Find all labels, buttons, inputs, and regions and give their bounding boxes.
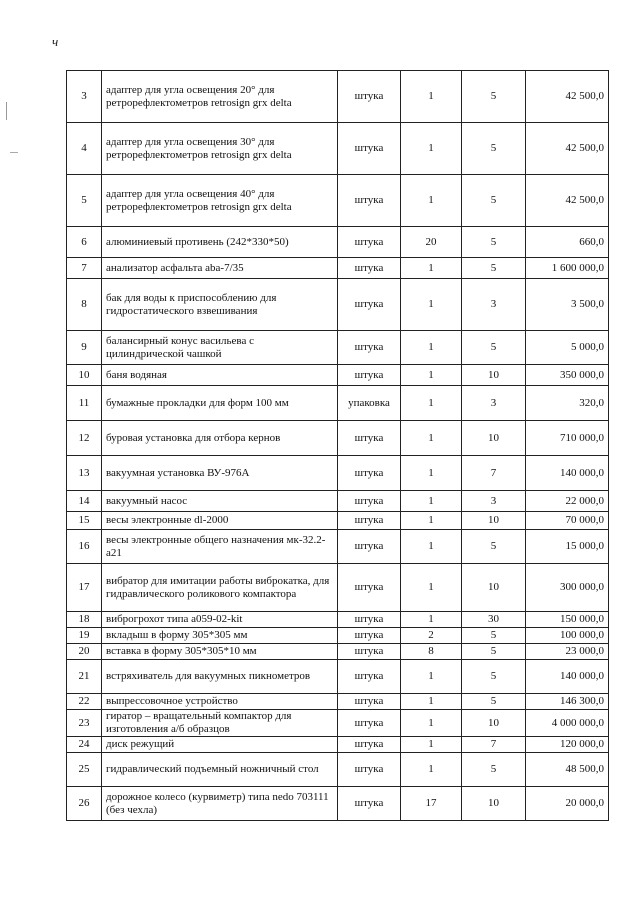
row-number: 7 bbox=[67, 258, 102, 279]
item-price: 660,0 bbox=[526, 227, 609, 258]
item-unit: штука bbox=[338, 694, 401, 710]
item-price: 120 000,0 bbox=[526, 737, 609, 753]
item-unit: штука bbox=[338, 644, 401, 660]
table-row bbox=[67, 512, 609, 530]
equipment-table bbox=[66, 70, 609, 821]
item-name: вакуумный насос bbox=[102, 491, 338, 512]
item-unit: штука bbox=[338, 628, 401, 644]
item-unit: штука bbox=[338, 175, 401, 227]
item-service-years: 5 bbox=[462, 123, 526, 175]
table-row bbox=[67, 644, 609, 660]
item-name: виброгрохот типа а059-02-kit bbox=[102, 612, 338, 628]
table-row bbox=[67, 175, 609, 227]
row-number: 26 bbox=[67, 787, 102, 821]
item-quantity: 1 bbox=[401, 710, 462, 737]
item-service-years: 3 bbox=[462, 279, 526, 331]
item-name: вакуумная установка ВУ-976А bbox=[102, 456, 338, 491]
item-unit: штука bbox=[338, 71, 401, 123]
item-service-years: 10 bbox=[462, 512, 526, 530]
row-number: 11 bbox=[67, 386, 102, 421]
item-service-years: 5 bbox=[462, 628, 526, 644]
row-number: 16 bbox=[67, 530, 102, 564]
item-price: 350 000,0 bbox=[526, 365, 609, 386]
item-price: 42 500,0 bbox=[526, 175, 609, 227]
item-quantity: 1 bbox=[401, 456, 462, 491]
table-row bbox=[67, 123, 609, 175]
item-price: 23 000,0 bbox=[526, 644, 609, 660]
table-row bbox=[67, 628, 609, 644]
row-number: 4 bbox=[67, 123, 102, 175]
row-number: 15 bbox=[67, 512, 102, 530]
item-name: адаптер для угла освещения 30° для ретрорефлектометров retrosign grx delta bbox=[102, 123, 338, 175]
item-price: 15 000,0 bbox=[526, 530, 609, 564]
item-name: гидравлический подъемный ножничный стол bbox=[102, 753, 338, 787]
table-row bbox=[67, 753, 609, 787]
item-price: 42 500,0 bbox=[526, 71, 609, 123]
item-service-years: 5 bbox=[462, 258, 526, 279]
item-name: адаптер для угла освещения 40° для ретрорефлектометров retrosign grx delta bbox=[102, 175, 338, 227]
item-quantity: 17 bbox=[401, 787, 462, 821]
item-quantity: 1 bbox=[401, 694, 462, 710]
item-name: выпрессовочное устройство bbox=[102, 694, 338, 710]
item-unit: штука bbox=[338, 331, 401, 365]
table-row bbox=[67, 386, 609, 421]
row-number: 25 bbox=[67, 753, 102, 787]
item-name: вибратор для имитации работы виброкатка, для гидравлического роликового компактора bbox=[102, 564, 338, 612]
item-service-years: 3 bbox=[462, 491, 526, 512]
item-unit: штука bbox=[338, 279, 401, 331]
item-service-years: 5 bbox=[462, 71, 526, 123]
item-unit: штука bbox=[338, 512, 401, 530]
item-unit: штука bbox=[338, 491, 401, 512]
item-quantity: 20 bbox=[401, 227, 462, 258]
item-service-years: 5 bbox=[462, 660, 526, 694]
item-unit: штука bbox=[338, 123, 401, 175]
row-number: 24 bbox=[67, 737, 102, 753]
row-number: 8 bbox=[67, 279, 102, 331]
table-row bbox=[67, 279, 609, 331]
item-name: встряхиватель для вакуумных пикнометров bbox=[102, 660, 338, 694]
table-row bbox=[67, 227, 609, 258]
row-number: 12 bbox=[67, 421, 102, 456]
item-service-years: 3 bbox=[462, 386, 526, 421]
margin-mark bbox=[10, 152, 18, 153]
item-quantity: 8 bbox=[401, 644, 462, 660]
row-number: 21 bbox=[67, 660, 102, 694]
item-service-years: 5 bbox=[462, 753, 526, 787]
row-number: 18 bbox=[67, 612, 102, 628]
item-price: 4 000 000,0 bbox=[526, 710, 609, 737]
item-price: 48 500,0 bbox=[526, 753, 609, 787]
table-row bbox=[67, 530, 609, 564]
table-row bbox=[67, 71, 609, 123]
item-unit: штука bbox=[338, 564, 401, 612]
item-unit: штука bbox=[338, 258, 401, 279]
item-price: 70 000,0 bbox=[526, 512, 609, 530]
row-number: 22 bbox=[67, 694, 102, 710]
item-price: 20 000,0 bbox=[526, 787, 609, 821]
row-number: 6 bbox=[67, 227, 102, 258]
item-name: весы электронные общего назначения мк-32.2-а21 bbox=[102, 530, 338, 564]
item-unit: штука bbox=[338, 227, 401, 258]
table-row bbox=[67, 710, 609, 737]
item-price: 710 000,0 bbox=[526, 421, 609, 456]
item-quantity: 1 bbox=[401, 365, 462, 386]
item-price: 150 000,0 bbox=[526, 612, 609, 628]
item-quantity: 2 bbox=[401, 628, 462, 644]
item-quantity: 1 bbox=[401, 386, 462, 421]
item-unit: штука bbox=[338, 365, 401, 386]
margin-mark bbox=[6, 102, 7, 120]
item-unit: штука bbox=[338, 456, 401, 491]
item-price: 146 300,0 bbox=[526, 694, 609, 710]
item-name: адаптер для угла освещения 20° для ретрорефлектометров retrosign grx delta bbox=[102, 71, 338, 123]
item-service-years: 10 bbox=[462, 365, 526, 386]
item-price: 3 500,0 bbox=[526, 279, 609, 331]
item-name: буровая установка для отбора кернов bbox=[102, 421, 338, 456]
item-unit: штука bbox=[338, 530, 401, 564]
item-price: 42 500,0 bbox=[526, 123, 609, 175]
item-quantity: 1 bbox=[401, 71, 462, 123]
item-unit: штука bbox=[338, 737, 401, 753]
item-name: бак для воды к приспособлению для гидростатического взвешивания bbox=[102, 279, 338, 331]
item-price: 5 000,0 bbox=[526, 331, 609, 365]
item-price: 140 000,0 bbox=[526, 660, 609, 694]
row-number: 13 bbox=[67, 456, 102, 491]
item-name: баня водяная bbox=[102, 365, 338, 386]
row-number: 23 bbox=[67, 710, 102, 737]
item-name: диск режущий bbox=[102, 737, 338, 753]
item-service-years: 5 bbox=[462, 227, 526, 258]
item-service-years: 5 bbox=[462, 331, 526, 365]
item-price: 100 000,0 bbox=[526, 628, 609, 644]
item-price: 300 000,0 bbox=[526, 564, 609, 612]
item-price: 320,0 bbox=[526, 386, 609, 421]
item-quantity: 1 bbox=[401, 612, 462, 628]
row-number: 17 bbox=[67, 564, 102, 612]
item-price: 140 000,0 bbox=[526, 456, 609, 491]
item-name: дорожное колесо (курвиметр) типа nedo 703111 (без чехла) bbox=[102, 787, 338, 821]
table-row bbox=[67, 612, 609, 628]
table-row bbox=[67, 365, 609, 386]
item-name: вставка в форму 305*305*10 мм bbox=[102, 644, 338, 660]
item-service-years: 5 bbox=[462, 644, 526, 660]
table-row bbox=[67, 331, 609, 365]
table-row bbox=[67, 564, 609, 612]
item-unit: штука bbox=[338, 710, 401, 737]
item-service-years: 10 bbox=[462, 564, 526, 612]
corner-handwritten-mark: ч bbox=[52, 34, 59, 49]
item-quantity: 1 bbox=[401, 123, 462, 175]
item-quantity: 1 bbox=[401, 512, 462, 530]
row-number: 3 bbox=[67, 71, 102, 123]
table-row bbox=[67, 787, 609, 821]
item-service-years: 30 bbox=[462, 612, 526, 628]
item-name: анализатор асфальта aba-7/35 bbox=[102, 258, 338, 279]
item-service-years: 7 bbox=[462, 456, 526, 491]
item-name: балансирный конус васильева с цилиндрической чашкой bbox=[102, 331, 338, 365]
row-number: 14 bbox=[67, 491, 102, 512]
row-number: 5 bbox=[67, 175, 102, 227]
item-service-years: 5 bbox=[462, 694, 526, 710]
table-row bbox=[67, 491, 609, 512]
item-unit: упаковка bbox=[338, 386, 401, 421]
item-unit: штука bbox=[338, 787, 401, 821]
table-body bbox=[67, 71, 609, 821]
item-quantity: 1 bbox=[401, 279, 462, 331]
table-row bbox=[67, 737, 609, 753]
item-name: гиратор – вращательный компактор для изготовления а/б образцов bbox=[102, 710, 338, 737]
item-quantity: 1 bbox=[401, 530, 462, 564]
item-price: 22 000,0 bbox=[526, 491, 609, 512]
item-quantity: 1 bbox=[401, 753, 462, 787]
item-unit: штука bbox=[338, 612, 401, 628]
table-row bbox=[67, 258, 609, 279]
item-service-years: 5 bbox=[462, 530, 526, 564]
item-service-years: 10 bbox=[462, 787, 526, 821]
item-quantity: 1 bbox=[401, 421, 462, 456]
table-row bbox=[67, 421, 609, 456]
item-service-years: 10 bbox=[462, 421, 526, 456]
row-number: 9 bbox=[67, 331, 102, 365]
row-number: 20 bbox=[67, 644, 102, 660]
item-unit: штука bbox=[338, 753, 401, 787]
item-quantity: 1 bbox=[401, 491, 462, 512]
item-unit: штука bbox=[338, 421, 401, 456]
item-quantity: 1 bbox=[401, 175, 462, 227]
item-price: 1 600 000,0 bbox=[526, 258, 609, 279]
item-service-years: 5 bbox=[462, 175, 526, 227]
row-number: 19 bbox=[67, 628, 102, 644]
item-quantity: 1 bbox=[401, 564, 462, 612]
item-name: вкладыш в форму 305*305 мм bbox=[102, 628, 338, 644]
table-row bbox=[67, 660, 609, 694]
item-unit: штука bbox=[338, 660, 401, 694]
table-row bbox=[67, 694, 609, 710]
item-quantity: 1 bbox=[401, 660, 462, 694]
item-name: бумажные прокладки для форм 100 мм bbox=[102, 386, 338, 421]
item-service-years: 10 bbox=[462, 710, 526, 737]
row-number: 10 bbox=[67, 365, 102, 386]
table-row bbox=[67, 456, 609, 491]
item-quantity: 1 bbox=[401, 258, 462, 279]
item-service-years: 7 bbox=[462, 737, 526, 753]
item-name: весы электронные dl-2000 bbox=[102, 512, 338, 530]
item-name: алюминиевый противень (242*330*50) bbox=[102, 227, 338, 258]
item-quantity: 1 bbox=[401, 737, 462, 753]
item-quantity: 1 bbox=[401, 331, 462, 365]
